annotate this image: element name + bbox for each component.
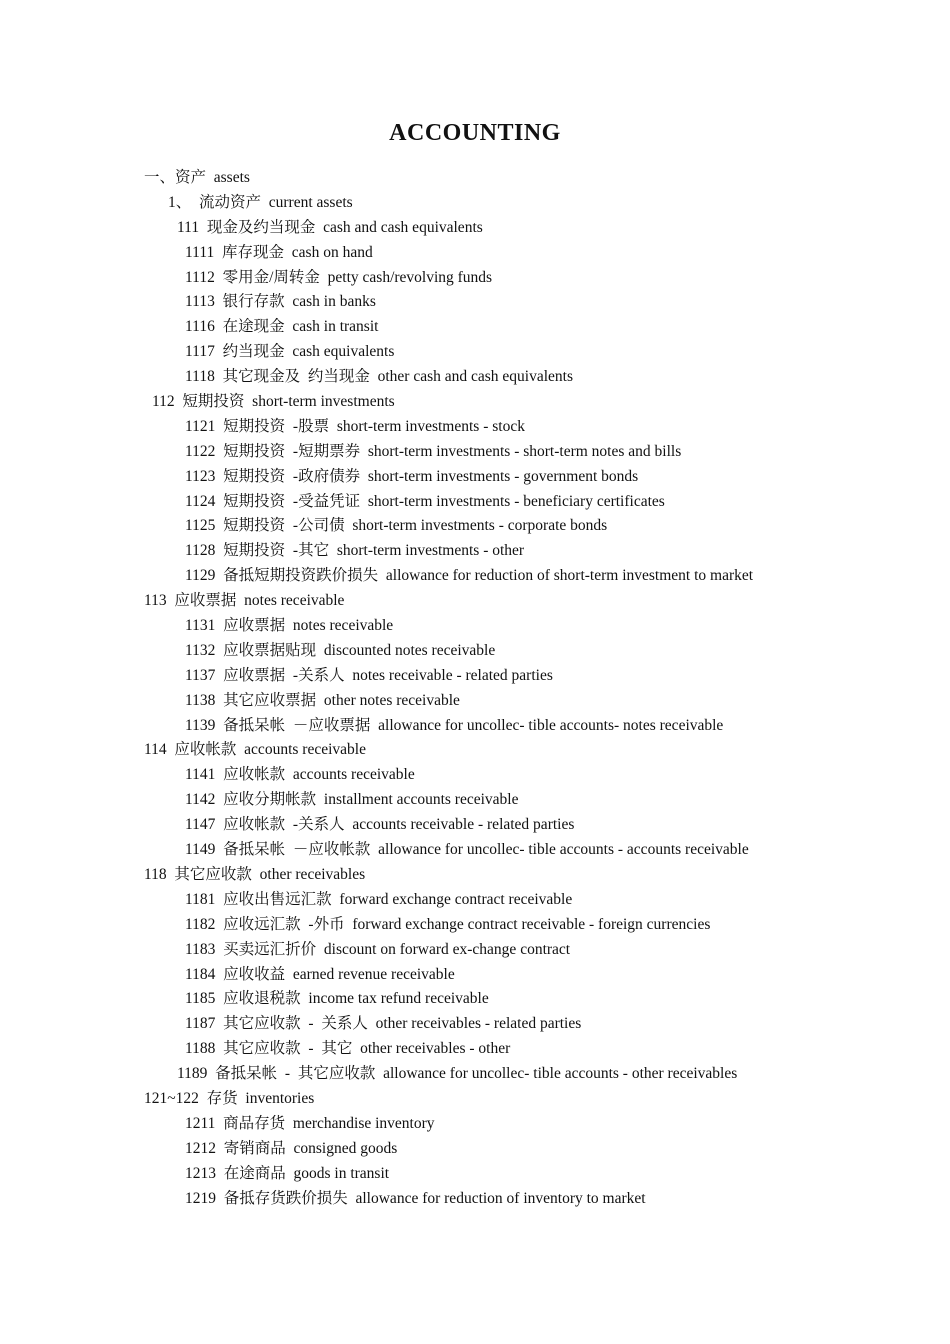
account-item: 1139 备抵呆帐 －应收票据 allowance for uncollec- tible accounts- notes receivable <box>185 716 724 734</box>
account-item: 1129 备抵短期投资跌价损失 allowance for reduction of short-term investment to market <box>185 567 754 585</box>
account-item: 1147 应收帐款 -关系人 accounts receivable - related parties <box>185 816 575 834</box>
account-group: 114 应收帐款 accounts receivable <box>144 741 366 759</box>
account-item: 1211 商品存货 merchandise inventory <box>185 1114 435 1132</box>
account-group: 113 应收票据 notes receivable <box>144 592 345 610</box>
account-item: 1185 应收退税款 income tax refund receivable <box>185 990 489 1008</box>
account-item: 1189 备抵呆帐 - 其它应收款 allowance for uncollec- tible accounts - other receivables <box>177 1065 738 1083</box>
account-item: 1128 短期投资 -其它 short-term investments - other <box>185 542 525 560</box>
account-item: 1149 备抵呆帐 －应收帐款 allowance for uncollec- tible accounts - accounts receivable <box>185 841 749 859</box>
account-item: 1121 短期投资 -股票 short-term investments - stock <box>185 417 525 435</box>
account-item: 1138 其它应收票据 other notes receivable <box>185 691 460 709</box>
account-item: 1181 应收出售远汇款 forward exchange contract receivable <box>185 890 573 908</box>
account-group: 118 其它应收款 other receivables <box>144 865 366 883</box>
account-item: 1213 在途商品 goods in transit <box>185 1164 390 1182</box>
account-item: 1187 其它应收款 - 关系人 other receivables - related parties <box>185 1015 582 1033</box>
account-item: 1219 备抵存货跌价损失 allowance for reduction of inventory to market <box>185 1189 646 1207</box>
account-item: 1141 应收帐款 accounts receivable <box>185 766 415 784</box>
account-item: 1113 银行存款 cash in banks <box>185 293 376 311</box>
document-title: ACCOUNTING <box>389 120 561 146</box>
account-item: 1182 应收远汇款 -外币 forward exchange contract receivable - foreign currencies <box>185 915 711 933</box>
account-list <box>0 166 950 1211</box>
account-item: 1212 寄销商品 consigned goods <box>185 1139 398 1157</box>
section-heading: 一、资产 assets <box>144 169 250 186</box>
account-item: 1122 短期投资 -短期票券 short-term investments - short-term notes and bills <box>185 442 682 460</box>
account-group: 111 现金及约当现金 cash and cash equivalents <box>177 218 483 236</box>
account-item: 1123 短期投资 -政府债券 short-term investments - government bonds <box>185 467 639 485</box>
account-item: 1112 零用金/周转金 petty cash/revolving funds <box>185 268 493 286</box>
account-item: 1137 应收票据 -关系人 notes receivable - related parties <box>185 666 553 684</box>
account-item: 1142 应收分期帐款 installment accounts receivable <box>185 791 519 809</box>
account-item: 1118 其它现金及 约当现金 other cash and cash equivalents <box>185 368 574 386</box>
account-item: 1117 约当现金 cash equivalents <box>185 343 395 361</box>
account-item: 1188 其它应收款 - 其它 other receivables - other <box>185 1040 511 1058</box>
account-item: 1124 短期投资 -受益凭证 short-term investments - beneficiary certificates <box>185 492 665 510</box>
account-item: 1125 短期投资 -公司债 short-term investments - corporate bonds <box>185 517 608 535</box>
account-item: 1132 应收票据贴现 discounted notes receivable <box>185 641 496 659</box>
account-item: 1111 库存现金 cash on hand <box>185 243 373 261</box>
account-item: 1184 应收收益 earned revenue receivable <box>185 965 455 983</box>
account-item: 1183 买卖远汇折价 discount on forward ex-change contract <box>185 940 571 958</box>
account-group: 121~122 存货 inventories <box>144 1089 315 1107</box>
subsection-heading: 1、 流动资产 current assets <box>168 193 353 211</box>
account-item: 1131 应收票据 notes receivable <box>185 617 394 635</box>
account-group: 112 短期投资 short-term investments <box>152 393 395 411</box>
account-item: 1116 在途现金 cash in transit <box>185 318 379 336</box>
